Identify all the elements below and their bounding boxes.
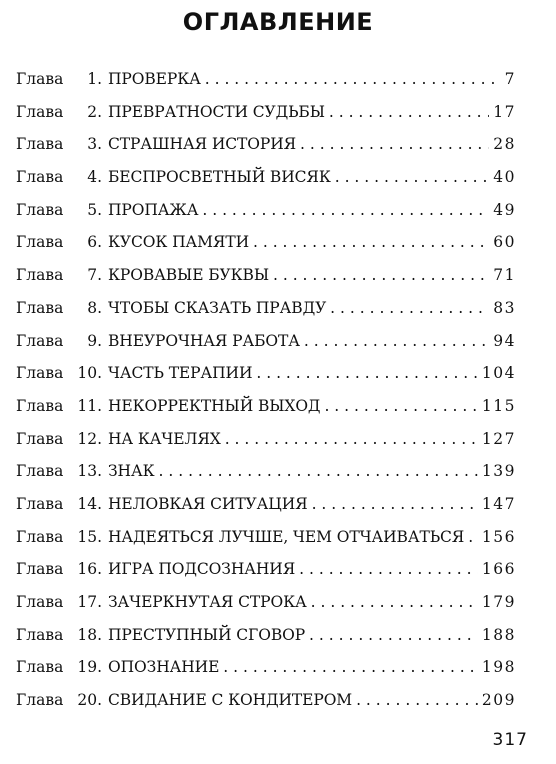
chapter-number: 1. xyxy=(87,70,102,88)
chapter-word: Глава xyxy=(16,102,64,121)
dot-leader xyxy=(356,691,478,709)
chapter-title: ЗНАК xyxy=(108,462,155,481)
toc-entry xyxy=(16,658,516,691)
chapter-title: БЕСПРОСВЕТНЫЙ ВИСЯК xyxy=(108,168,331,187)
chapter-number: 3. xyxy=(87,135,102,154)
dot-leader xyxy=(159,462,478,480)
toc-entry xyxy=(16,364,516,397)
chapter-word: Глава xyxy=(16,625,64,644)
chapter-page: 188 xyxy=(481,625,516,644)
chapter-word: Глава xyxy=(16,298,64,317)
chapter-number: 4. xyxy=(87,168,102,187)
toc-entry xyxy=(16,397,516,430)
chapter-page: 94 xyxy=(493,331,516,350)
chapter-page: 71 xyxy=(493,266,516,285)
chapter-word: Глава xyxy=(16,658,64,677)
chapter-word: Глава xyxy=(16,429,64,448)
chapter-number: 9. xyxy=(87,331,102,350)
chapter-page: 49 xyxy=(493,200,516,219)
toc-entry xyxy=(16,233,516,266)
chapter-word: Глава xyxy=(16,691,64,710)
chapter-number: 16. xyxy=(77,560,102,579)
chapter-number: 19. xyxy=(77,658,102,677)
dot-leader xyxy=(330,299,489,317)
chapter-page: 198 xyxy=(481,658,516,677)
chapter-word: Глава xyxy=(16,560,64,579)
dot-leader xyxy=(468,528,478,546)
chapter-word: Глава xyxy=(16,233,64,252)
chapter-page: 209 xyxy=(481,691,516,710)
chapter-word: Глава xyxy=(16,70,64,88)
chapter-number: 10. xyxy=(77,364,102,383)
chapter-title: ПРЕВРАТНОСТИ СУДЬБЫ xyxy=(108,102,325,121)
dot-leader xyxy=(273,266,489,284)
chapter-title: ВНЕУРОЧНАЯ РАБОТА xyxy=(108,331,300,350)
dot-leader xyxy=(329,103,489,121)
dot-leader xyxy=(256,364,478,382)
toc-entry xyxy=(16,332,516,365)
chapter-word: Глава xyxy=(16,266,64,285)
dot-leader xyxy=(335,168,490,186)
toc-entry xyxy=(16,135,516,168)
chapter-title: НАДЕЯТЬСЯ ЛУЧШЕ, ЧЕМ ОТЧАИВАТЬСЯ xyxy=(108,527,465,546)
toc-entry xyxy=(16,168,516,201)
chapter-number: 13. xyxy=(77,462,102,481)
dot-leader xyxy=(253,233,489,251)
chapter-title: СТРАШНАЯ ИСТОРИЯ xyxy=(108,135,297,154)
dot-leader xyxy=(223,658,478,676)
chapter-page: 127 xyxy=(481,429,516,448)
chapter-title: ЗАЧЕРКНУТАЯ СТРОКА xyxy=(108,593,307,611)
chapter-word: Глава xyxy=(16,331,64,350)
dot-leader xyxy=(225,430,478,448)
chapter-title: НА КАЧЕЛЯХ xyxy=(108,429,221,448)
chapter-number: 17. xyxy=(77,593,102,611)
chapter-page: 115 xyxy=(481,396,516,415)
chapter-page: 83 xyxy=(493,298,516,317)
chapter-title: ЧАСТЬ ТЕРАПИИ xyxy=(108,364,253,383)
chapter-page: 104 xyxy=(481,364,516,383)
toc-entry xyxy=(16,691,516,724)
chapter-number: 8. xyxy=(87,298,102,317)
dot-leader xyxy=(309,626,478,644)
chapter-page: 28 xyxy=(493,135,516,154)
chapter-title: ПРОПАЖА xyxy=(108,200,199,219)
chapter-title: ОПОЗНАНИЕ xyxy=(108,658,220,677)
chapter-number: 11. xyxy=(77,396,102,415)
toc-entry xyxy=(16,495,516,528)
chapter-page: 139 xyxy=(481,462,516,481)
chapter-number: 6. xyxy=(87,233,102,252)
chapter-title: ИГРА ПОДСОЗНАНИЯ xyxy=(108,560,296,579)
chapter-number: 14. xyxy=(77,494,102,513)
toc-entry xyxy=(16,430,516,463)
chapter-page: 156 xyxy=(481,527,516,546)
dot-leader xyxy=(311,593,478,611)
dot-leader xyxy=(202,201,489,219)
chapter-title: КУСОК ПАМЯТИ xyxy=(108,233,249,252)
toc-entry xyxy=(16,103,516,136)
chapter-page: 179 xyxy=(481,593,516,611)
chapter-word: Глава xyxy=(16,168,64,187)
toc-entry xyxy=(16,593,516,626)
chapter-title: НЕЛОВКАЯ СИТУАЦИЯ xyxy=(108,494,308,513)
chapter-title: НЕКОРРЕКТНЫЙ ВЫХОД xyxy=(108,396,321,415)
chapter-word: Глава xyxy=(16,200,64,219)
toc-entry xyxy=(16,626,516,659)
dot-leader xyxy=(299,560,478,578)
page-number: 317 xyxy=(492,730,528,750)
chapter-page: 17 xyxy=(493,102,516,121)
chapter-word: Глава xyxy=(16,364,64,383)
toc-entry xyxy=(16,528,516,561)
dot-leader xyxy=(324,397,477,415)
toc-entry xyxy=(16,462,516,495)
table-of-contents xyxy=(16,70,516,724)
chapter-title: КРОВАВЫЕ БУКВЫ xyxy=(108,266,269,285)
chapter-title: ЧТОБЫ СКАЗАТЬ ПРАВДУ xyxy=(108,298,327,317)
toc-entry xyxy=(16,560,516,593)
chapter-page: 7 xyxy=(504,70,516,88)
chapter-word: Глава xyxy=(16,527,64,546)
toc-entry xyxy=(16,299,516,332)
toc-entry xyxy=(16,201,516,234)
dot-leader xyxy=(300,135,489,153)
chapter-number: 15. xyxy=(77,527,102,546)
chapter-number: 2. xyxy=(87,102,102,121)
chapter-word: Глава xyxy=(16,462,64,481)
chapter-number: 7. xyxy=(87,266,102,285)
chapter-title: ПРЕСТУПНЫЙ СГОВОР xyxy=(108,625,306,644)
chapter-word: Глава xyxy=(16,135,64,154)
page-title: ОГЛАВЛЕНИЕ xyxy=(182,8,374,36)
chapter-number: 18. xyxy=(77,625,102,644)
chapter-title: ПРОВЕРКА xyxy=(108,70,201,88)
chapter-word: Глава xyxy=(16,396,64,415)
chapter-word: Глава xyxy=(16,593,64,611)
chapter-page: 40 xyxy=(493,168,516,187)
chapter-number: 5. xyxy=(87,200,102,219)
toc-entry xyxy=(16,266,516,299)
dot-leader xyxy=(205,70,501,88)
chapter-page: 147 xyxy=(481,494,516,513)
chapter-page: 60 xyxy=(493,233,516,252)
dot-leader xyxy=(304,332,489,350)
chapter-title: СВИДАНИЕ С КОНДИТЕРОМ xyxy=(108,691,353,710)
chapter-word: Глава xyxy=(16,494,64,513)
chapter-page: 166 xyxy=(481,560,516,579)
chapter-number: 12. xyxy=(77,429,102,448)
toc-entry xyxy=(16,70,516,103)
chapter-number: 20. xyxy=(77,691,102,710)
dot-leader xyxy=(312,495,478,513)
